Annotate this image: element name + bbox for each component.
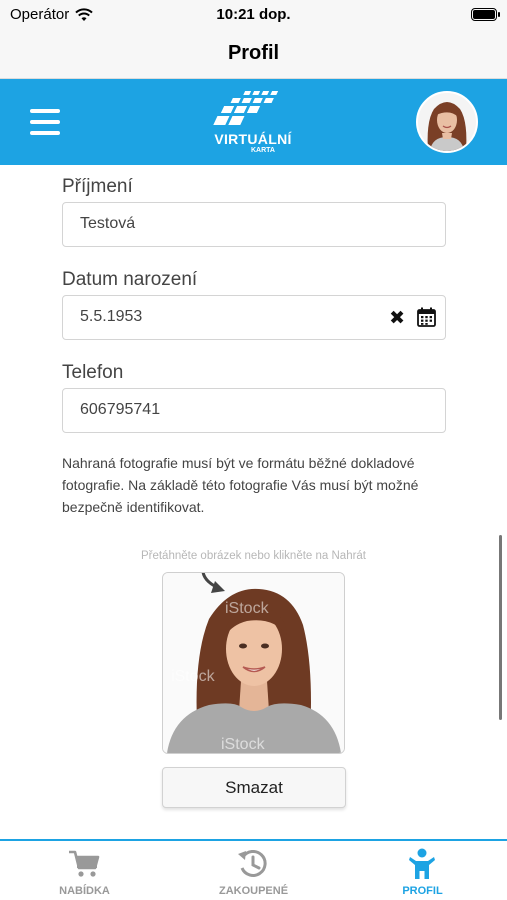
- logo-subtitle: KARTA: [251, 147, 275, 154]
- watermark-middle: iStock: [171, 668, 215, 685]
- phone-field[interactable]: [62, 388, 446, 433]
- delete-photo-button[interactable]: Smazat: [162, 767, 346, 808]
- tab-purchased-label: ZAKOUPENÉ: [218, 885, 289, 897]
- photo-upload-area[interactable]: [162, 572, 345, 754]
- profile-photo: [163, 573, 344, 753]
- menu-icon-line: [30, 120, 60, 124]
- status-time: 10:21 dop.: [216, 6, 291, 23]
- history-icon: [236, 848, 270, 880]
- phone-value: 606795741: [80, 401, 161, 418]
- battery-icon: [471, 8, 497, 21]
- status-bar: [0, 0, 507, 30]
- tab-profile[interactable]: [338, 841, 507, 900]
- profile-content: [0, 165, 507, 840]
- tab-offers[interactable]: [0, 841, 169, 900]
- logo-mark-icon: [203, 87, 303, 131]
- birthdate-value: 5.5.1953: [80, 308, 143, 325]
- app-header: [0, 79, 507, 165]
- tab-purchased[interactable]: [169, 841, 338, 900]
- birthdate-label: Datum narození: [62, 269, 198, 290]
- calendar-icon[interactable]: [417, 307, 436, 327]
- watermark-bottom: iStock: [221, 736, 265, 753]
- carrier-label: Operátor: [10, 6, 70, 23]
- tab-bar: [0, 839, 507, 900]
- avatar[interactable]: [416, 91, 478, 153]
- page-title: Profil: [227, 42, 280, 64]
- person-icon: [405, 848, 439, 880]
- surname-value: Testová: [80, 215, 136, 232]
- surname-label: Příjmení: [62, 176, 133, 197]
- logo: [203, 87, 303, 159]
- avatar-photo: [418, 93, 476, 151]
- navigation-bar: [0, 30, 507, 79]
- menu-button[interactable]: [30, 109, 60, 135]
- menu-icon-line: [30, 109, 60, 113]
- photo-requirements-note: Nahraná fotografie musí být ve formátu běžné dokladové fotografie. Na základě této fotografie Vás musí být možné bezpečně identifikovat.: [62, 455, 419, 515]
- surname-field[interactable]: [62, 202, 446, 247]
- clear-icon[interactable]: ✖: [389, 308, 405, 329]
- phone-label: Telefon: [62, 362, 124, 383]
- scrollbar[interactable]: [499, 535, 502, 720]
- menu-icon-line: [30, 131, 60, 135]
- tab-offers-label: NABÍDKA: [59, 885, 110, 897]
- birthdate-field[interactable]: [62, 295, 446, 340]
- cart-icon: [67, 848, 101, 880]
- watermark-top: iStock: [225, 600, 269, 617]
- logo-title: VIRTUÁLNÍ: [214, 131, 292, 147]
- drop-hint: Přetáhněte obrázek nebo klikněte na Nahrát: [140, 550, 367, 562]
- tab-profile-label: PROFIL: [402, 885, 443, 897]
